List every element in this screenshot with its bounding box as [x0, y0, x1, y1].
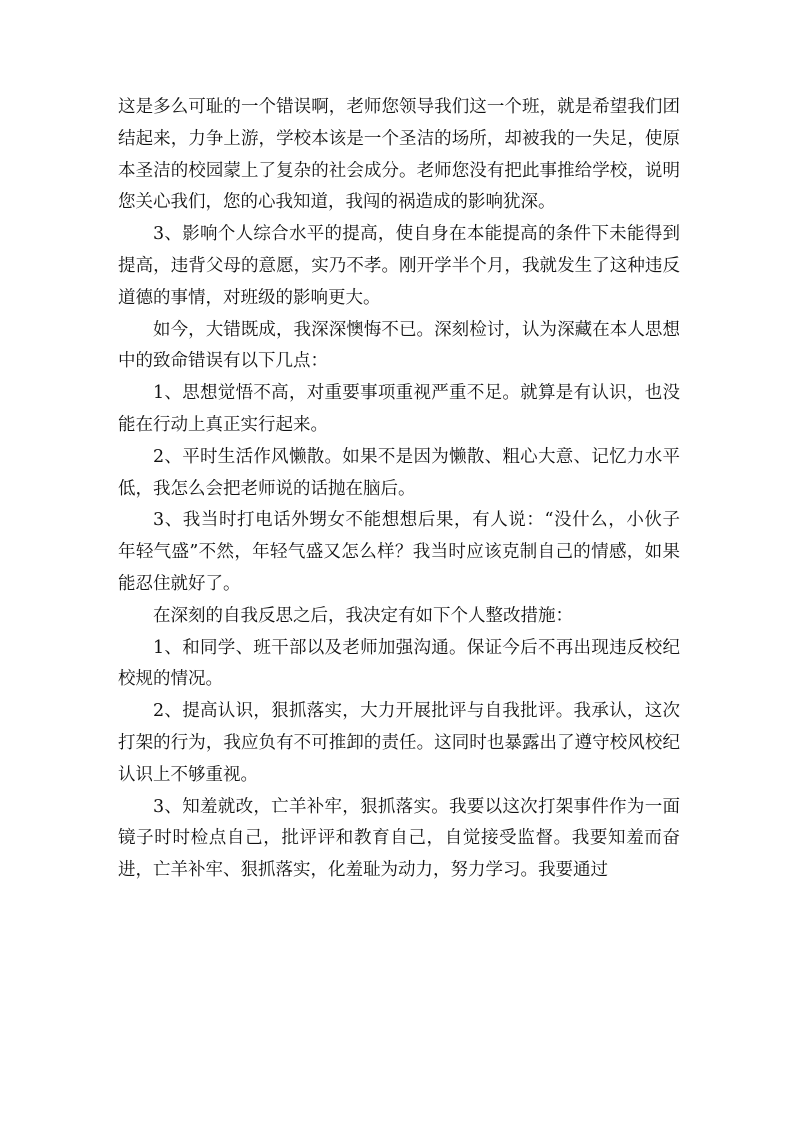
paragraph-7: 在深刻的自我反思之后，我决定有如下个人整改措施： [153, 605, 573, 626]
paragraph-3: 如今，大错既成，我深深懊悔不已。深刻检讨，认为深藏在本人思想中的致命错误有以下几点： [118, 319, 680, 372]
paragraph-4: 1、思想觉悟不高，对重要事项重视严重不足。就算是有认识，也没能在行动上真正实行起来。 [118, 383, 680, 435]
paragraph-5: 2、平时生活作风懒散。如果不是因为懒散、粗心大意、记忆力水平低，我怎么会把老师说的话抛在脑后。 [118, 446, 680, 499]
paragraph-6: 3、我当时打电话外甥女不能想想后果，有人说：“没什么，小伙子年轻气盛”不然，年轻气盛又怎么样？我当时应该克制自己的情感，如果能忍住就好了。 [118, 510, 680, 594]
paragraph-9: 2、提高认识，狠抓落实，大力开展批评与自我批评。我承认，这次打架的行为，我应负有不可推卸的责任。这同时也暴露出了遵守校风校纪认识上不够重视。 [118, 701, 680, 785]
paragraph-8: 1、和同学、班干部以及老师加强沟通。保证今后不再出现违反校纪校规的情况。 [118, 637, 680, 690]
paragraph-2: 3、影响个人综合水平的提高，使自身在本能提高的条件下未能得到提高，违背父母的意愿，实乃不孝。刚开学半个月，我就发生了这种违反道德的事情，对班级的影响更大。 [118, 224, 680, 308]
document-body [118, 92, 680, 887]
paragraph-10: 3、知羞就改，亡羊补牢，狠抓落实。我要以这次打架事件作为一面镜子时时检点自己，批评评和教育自己，自觉接受监督。我要知羞而奋进，亡羊补牢、狠抓落实，化羞耻为动力，努力学习。我要通过 [118, 796, 680, 881]
paragraph-1: 这是多么可耻的一个错误啊，老师您领导我们这一个班，就是希望我们团结起来，力争上游，学校本该是一个圣洁的场所，却被我的一失足，使原本圣洁的校园蒙上了复杂的社会成分。老师您没有把此事推给学校，说明您关心我们，您的心我知道，我闯的祸造成的影响犹深。 [118, 97, 680, 213]
